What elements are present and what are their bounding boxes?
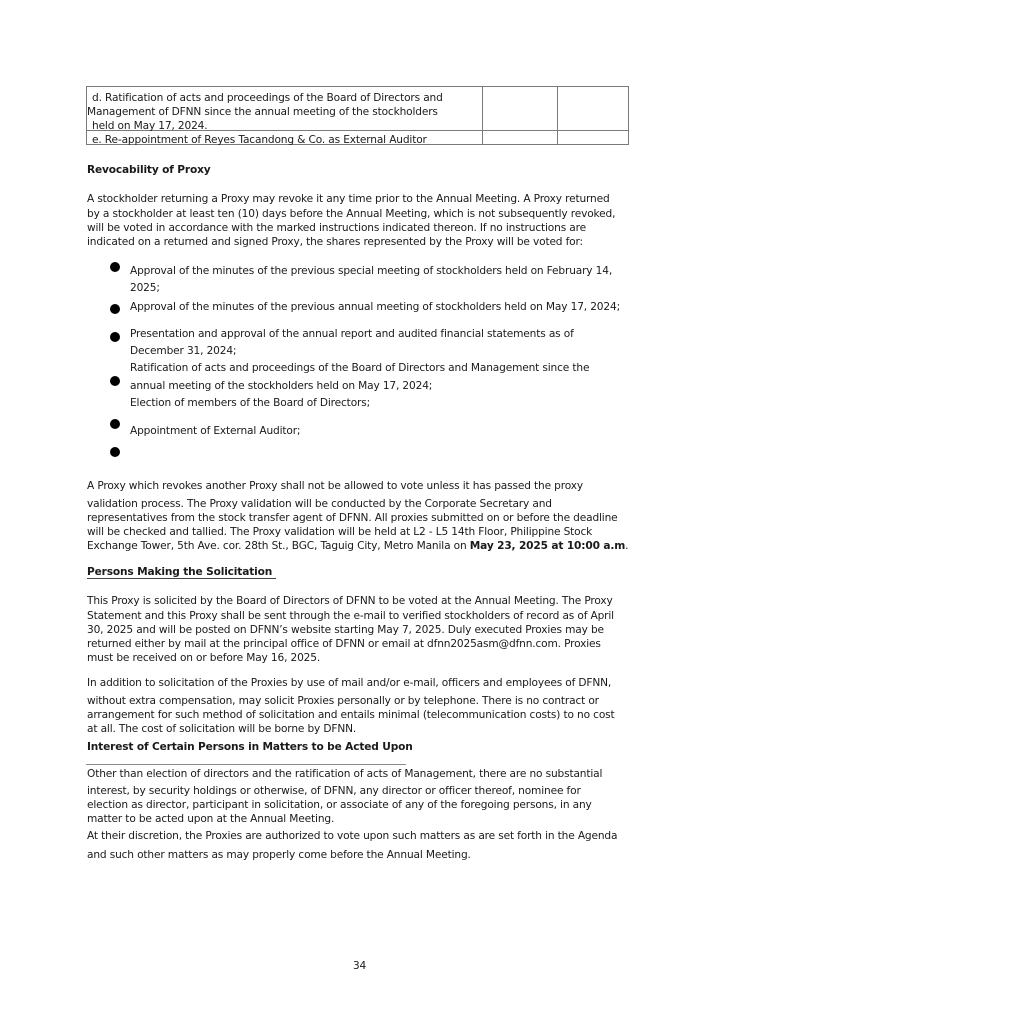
- paragraph-line: election as director, participant in solicitation, or associate of any of the foregoing persons, in any: [87, 799, 592, 811]
- paragraph-line: will be checked and tallied. The Proxy validation will be held at L2 - L5 14th Floor, Philippine Stock: [87, 526, 593, 538]
- paragraph-line: by a stockholder at least ten (10) days before the Annual Meeting, which is not subsequently revoked,: [87, 208, 616, 220]
- table-cell-text: Management of DFNN since the annual meeting of the stockholders: [87, 106, 438, 118]
- list-item-line: annual meeting of the stockholders held on May 17, 2024;: [130, 380, 433, 392]
- list-item-line: Approval of the minutes of the previous annual meeting of stockholders held on May 17, 2024;: [130, 301, 620, 313]
- validation-date: May 23, 2025 at 10:00 a.m: [469, 540, 626, 552]
- paragraph-line: will be voted in accordance with the marked instructions indicated thereon. If no instructions are: [87, 222, 586, 234]
- paragraph-line: returned either by mail at the principal office of DFNN or email at dfnn2025asm@dfnn.com. Proxies: [87, 638, 601, 650]
- bullet-icon: [110, 447, 120, 457]
- paragraph-line: validation process. The Proxy validation will be conducted by the Corporate Secretary and: [87, 498, 552, 510]
- section-heading-interest: Interest of Certain Persons in Matters to be Acted Upon: [87, 741, 413, 753]
- paragraph-line: matter to be acted upon at the Annual Meeting.: [87, 813, 335, 825]
- table-border-right: [628, 86, 629, 145]
- paragraph-line: and such other matters as may properly come before the Annual Meeting.: [87, 849, 471, 861]
- paragraph-line: 30, 2025 and will be posted on DFNN’s website starting May 7, 2025. Duly executed Proxies may be: [87, 624, 604, 636]
- vote-cell-e-col2[interactable]: [483, 131, 557, 144]
- section-heading-solicitation: [87, 566, 276, 579]
- bullet-icon: [110, 419, 120, 429]
- paragraph-line: [87, 540, 628, 553]
- list-item-line: December 31, 2024;: [130, 345, 237, 357]
- list-item-line: Election of members of the Board of Directors;: [130, 397, 371, 409]
- page-number: 34: [353, 960, 367, 972]
- bullet-icon: [110, 332, 120, 342]
- paragraph-text: Exchange Tower, 5th Ave. cor. 28th St., BGC, Taguig City, Metro Manila on: [87, 540, 470, 552]
- table-cell-text: e. Re-appointment of Reyes Tacandong & Co. as External Auditor: [92, 134, 427, 146]
- paragraph-line: interest, by security holdings or otherwise, of DFNN, any director or officer thereof, nominee for: [87, 785, 581, 797]
- paragraph-line: arrangement for such method of solicitation and entails minimal (telecommunication costs) to no cost: [87, 709, 615, 721]
- paragraph-line: Other than election of directors and the ratification of acts of Management, there are no substantial: [87, 768, 603, 780]
- bullet-icon: [110, 304, 120, 314]
- paragraph-line: without extra compensation, may solicit Proxies personally or by telephone. There is no contract or: [87, 695, 599, 707]
- paragraph-line: Statement and this Proxy shall be sent through the e-mail to verified stockholders of record as of April: [87, 610, 614, 622]
- bullet-icon: [110, 376, 120, 386]
- vote-table: [86, 86, 629, 145]
- paragraph-line: At their discretion, the Proxies are authorized to vote upon such matters as are set forth in the Agenda: [87, 830, 618, 842]
- paragraph-text: .: [625, 540, 629, 552]
- heading-text: Persons Making the Solicitation: [87, 566, 276, 579]
- vote-cell-d-col2[interactable]: [483, 87, 557, 130]
- vote-cell-d-col3[interactable]: [558, 87, 628, 130]
- paragraph-line: must be received on or before May 16, 2025.: [87, 652, 321, 664]
- paragraph-line: This Proxy is solicited by the Board of Directors of DFNN to be voted at the Annual Meeting. The Proxy: [87, 595, 613, 607]
- paragraph-line: A stockholder returning a Proxy may revoke it any time prior to the Annual Meeting. A Proxy returned: [87, 193, 610, 205]
- paragraph-line: indicated on a returned and signed Proxy, the shares represented by the Proxy will be voted for:: [87, 236, 583, 248]
- list-item-line: 2025;: [130, 282, 160, 294]
- table-cell-text: d. Ratification of acts and proceedings of the Board of Directors and: [92, 92, 443, 104]
- vote-cell-e-col3[interactable]: [558, 131, 628, 144]
- section-heading-revocability: Revocability of Proxy: [87, 164, 211, 176]
- heading-underline-rule: [86, 764, 406, 765]
- paragraph-line: In addition to solicitation of the Proxies by use of mail and/or e-mail, officers and employees of DFNN,: [87, 677, 612, 689]
- list-item-line: Approval of the minutes of the previous special meeting of stockholders held on February 14,: [130, 265, 613, 277]
- paragraph-line: representatives from the stock transfer agent of DFNN. All proxies submitted on or before the deadline: [87, 512, 618, 524]
- table-cell-text: held on May 17, 2024.: [92, 120, 208, 132]
- bullet-icon: [110, 262, 120, 272]
- paragraph-line: at all. The cost of solicitation will be borne by DFNN.: [87, 723, 357, 735]
- list-item-line: Appointment of External Auditor;: [130, 425, 301, 437]
- list-item-line: Ratification of acts and proceedings of the Board of Directors and Management since the: [130, 362, 590, 374]
- paragraph-line: A Proxy which revokes another Proxy shall not be allowed to vote unless it has passed the proxy: [87, 480, 583, 492]
- list-item-line: Presentation and approval of the annual report and audited financial statements as of: [130, 328, 574, 340]
